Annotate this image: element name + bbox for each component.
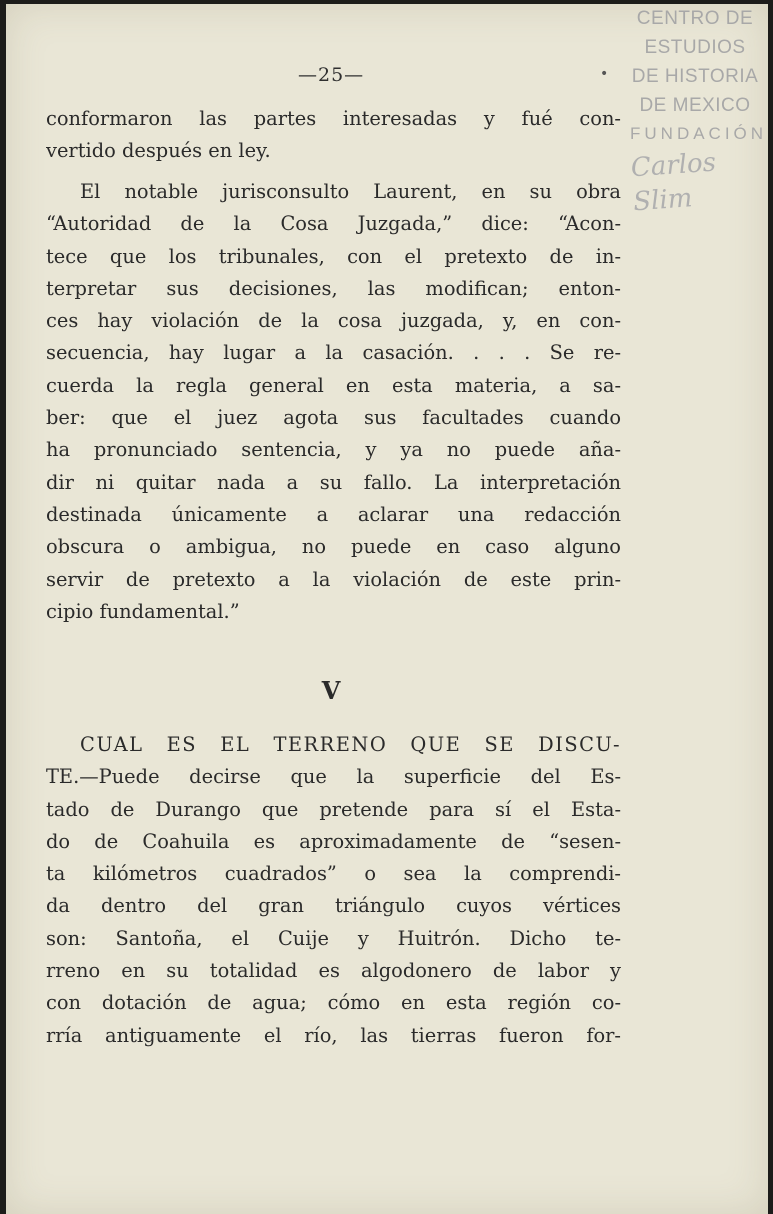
text-line: El notable jurisconsulto Laurent, en su obra bbox=[80, 180, 621, 203]
text-line: ber: que el juez agota sus facultades cuando bbox=[46, 406, 621, 430]
text-line: cipio fundamental.” bbox=[46, 599, 240, 623]
text-line: ta kilómetros cuadrados” o sea la comprendi- bbox=[46, 862, 621, 886]
watermark-line-4: DE MEXICO bbox=[639, 95, 751, 116]
watermark-signature: Carlos Slim bbox=[629, 147, 717, 218]
page-number: —25— bbox=[298, 64, 365, 86]
paragraph-laurent-quote bbox=[46, 176, 621, 628]
document-page bbox=[6, 4, 768, 1214]
watermark-line-1: CENTRO DE bbox=[636, 8, 754, 29]
watermark-line-2: ESTUDIOS bbox=[644, 37, 746, 58]
text-line: vertido después en ley. bbox=[46, 139, 271, 163]
text-line: rría antiguamente el río, las tierras fueron for- bbox=[46, 1023, 621, 1047]
text-line: da dentro del gran triángulo cuyos vértices bbox=[46, 894, 621, 918]
text-line: servir de pretexto a la violación de este prin- bbox=[46, 567, 621, 591]
text-line: ha pronunciado sentencia, y ya no puede aña- bbox=[46, 438, 621, 462]
text-line: tece que los tribunales, con el pretexto de in- bbox=[46, 244, 621, 268]
text-line: tado de Durango que pretende para sí el Esta- bbox=[46, 797, 621, 821]
text-line: destinada únicamente a aclarar una redacción bbox=[46, 502, 621, 526]
text-line: terpretar sus decisiones, las modifican; enton- bbox=[46, 276, 621, 300]
text-line: CUAL ES EL TERRENO QUE SE DISCU- bbox=[80, 733, 621, 756]
text-line: secuencia, hay lugar a la casación. . . . Se re- bbox=[46, 341, 621, 365]
text-line: cuerda la regla general en esta materia, a sa- bbox=[46, 373, 621, 397]
watermark-line-3: DE HISTORIA bbox=[631, 66, 759, 87]
text-line: con dotación de agua; cómo en esta región co- bbox=[46, 991, 621, 1015]
watermark-stamp bbox=[620, 4, 768, 218]
text-line: ces hay violación de la cosa juzgada, y, en con- bbox=[46, 309, 621, 333]
paragraph-terreno bbox=[46, 729, 621, 1052]
text-line: rreno en su totalidad es algodonero de labor y bbox=[46, 959, 621, 983]
text-line: conformaron las partes interesadas y fué con- bbox=[46, 107, 621, 130]
text-line: “Autoridad de la Cosa Juzgada,” dice: “Acon- bbox=[46, 212, 621, 236]
watermark-line-5: FUNDACIÓN bbox=[630, 124, 768, 143]
text-line: obscura o ambigua, no puede en caso alguno bbox=[46, 535, 621, 559]
paragraph-continuation bbox=[46, 103, 621, 168]
margin-mark: • bbox=[600, 66, 609, 82]
text-line: do de Coahuila es aproximadamente de “sesen- bbox=[46, 829, 621, 853]
text-line: son: Santoña, el Cuije y Huitrón. Dicho te- bbox=[46, 926, 621, 950]
section-heading: V bbox=[321, 676, 341, 705]
text-line: TE.—Puede decirse que la superficie del Es- bbox=[46, 765, 621, 789]
text-line: dir ni quitar nada a su fallo. La interpretación bbox=[46, 470, 621, 494]
